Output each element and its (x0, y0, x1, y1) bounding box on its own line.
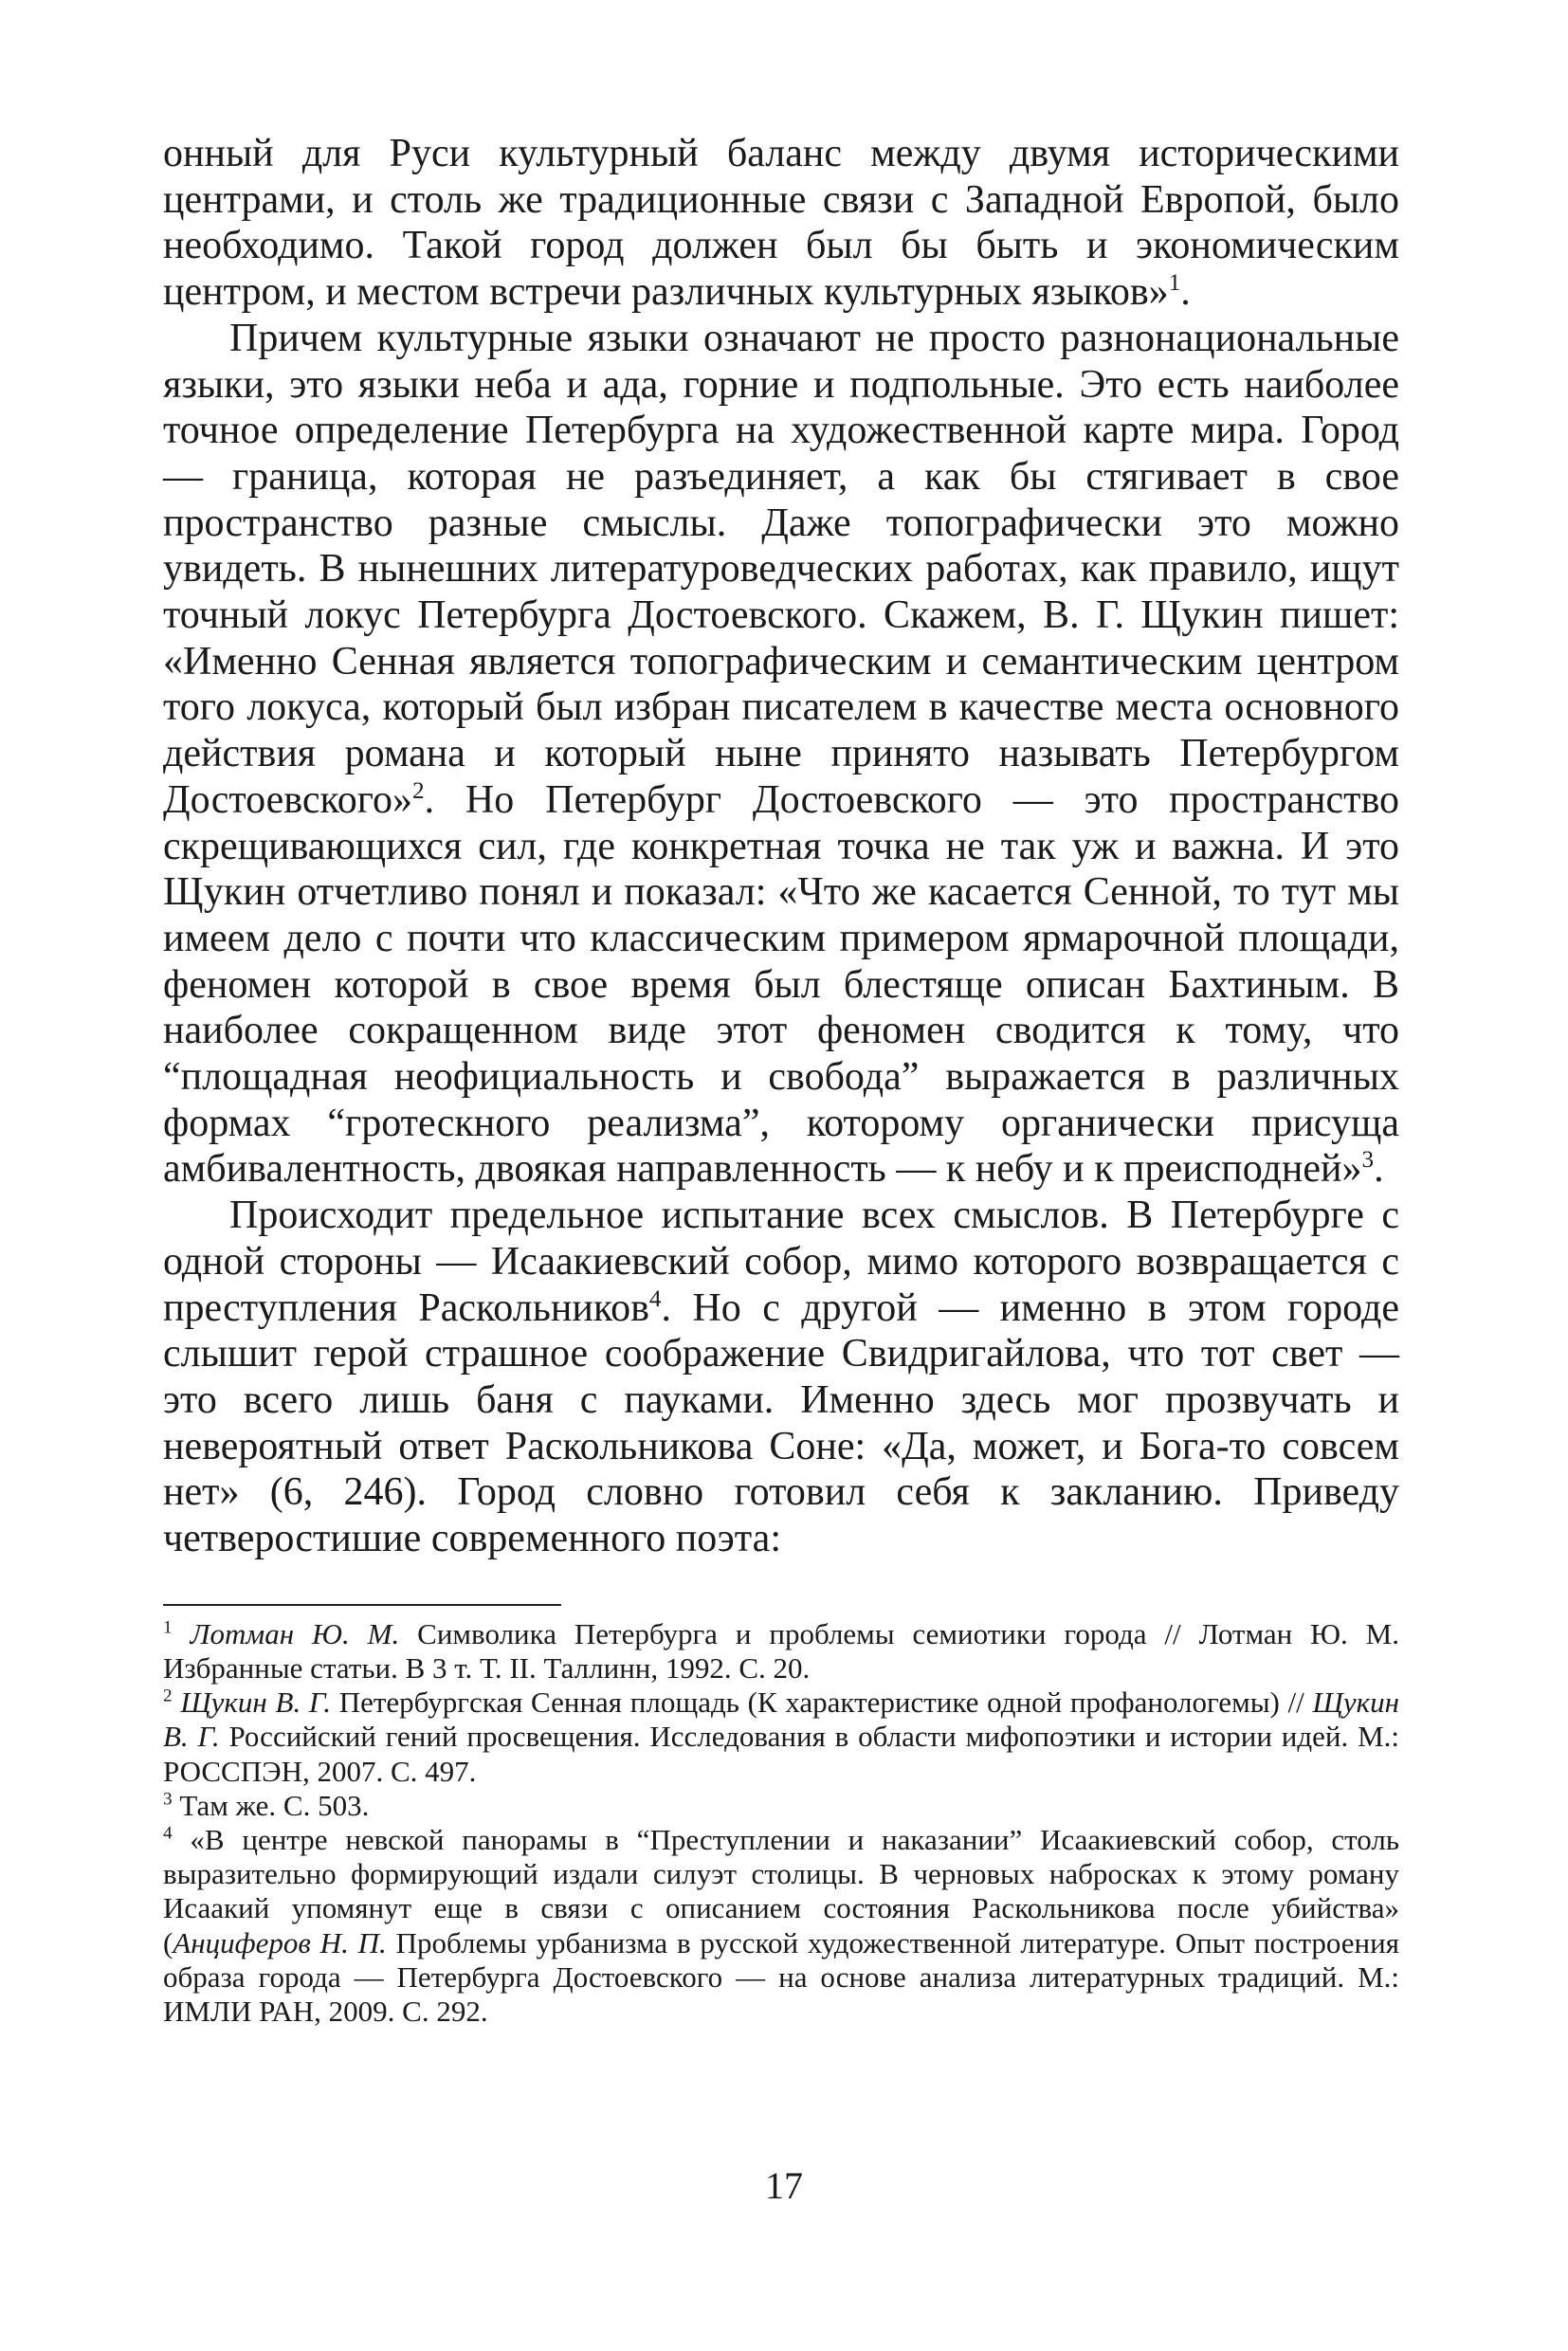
footnote-text: Там же. С. 503. (172, 1788, 370, 1822)
footnotes (163, 1617, 1399, 2029)
footnote-text: «В центре невской панорамы в “Преступлении и наказании” Исаакиевский собор, столь выразительно формирующий издали силуэт столицы. В черновых набросках к этому роману Исаакий упомянут еще в связи с описанием состояния Раскольникова после убийства» ( (163, 1823, 1399, 1959)
paragraph-text: Происходит предельное испытание всех смыслов. В Петербурге с одной стороны — Исаакиевский собор, мимо которого возвращается с преступления Раскольников (163, 1194, 1399, 1330)
footnote-author: Щукин В. Г. (180, 1686, 331, 1720)
footnote-1 (163, 1617, 1399, 1686)
footnote-author: Щукин В. Г. (163, 1686, 1399, 1754)
paragraph-tail: . (1374, 1147, 1384, 1192)
footnote-divider (163, 1604, 561, 1606)
footnote-4 (163, 1823, 1399, 2029)
paragraph-text: онный для Руси культурный баланс между двумя историческими центрами, и столь же традиционные связи с Западной Европой, было необходимо. Такой город должен был бы быть и экономическим центром, и местом встречи различных культурных языков» (163, 132, 1399, 315)
footnote-text: Петербургская Сенная площадь (К характеристике одной профанологемы) // (330, 1686, 1313, 1720)
page-content (163, 131, 1399, 2029)
footnote-number: 1 (163, 1617, 173, 1638)
paragraph-tail: . Но с другой — именно в этом городе слышит герой страшное соображение Свидригайлова, что тот свет — это всего лишь баня с пауками. Именно здесь мог прозвучать и невероятный ответ Раскольникова Соне: «Да, может, и Бога-то совсем нет» (6, 246). Город словно готовил себя к закланию. Приведу четверостишие современного поэта: (163, 1285, 1399, 1561)
footnote-ref-2: 2 (411, 777, 425, 804)
footnote-text: Российский гений просвещения. Исследования в области мифопоэтики и истории идей. М.: РОССПЭН, 2007. С. 497. (163, 1720, 1399, 1788)
footnote-ref-3: 3 (1361, 1147, 1375, 1174)
paragraph-text: Причем культурные языки означают не просто разнонациональные языки, это языки неба и ада, горние и подпольные. Это есть наиболее точное определение Петербурга на художественной карте мира. Город — граница, которая не разъединяет, а как бы стягивает в свое пространство разные смыслы. Даже топографически это можно увидеть. В нынешних литературоведческих работах, как правило, ищут точный локус Петербурга Достоевского. Скажем, В. Г. Щукин пишет: «Именно Сенная является топографическим и семантическим центром того локуса, который был избран писателем в качестве места основного действия романа и который ныне принято называть Петербургом Достоевского» (163, 316, 1399, 822)
footnote-number: 4 (163, 1823, 173, 1844)
footnote-ref-1: 1 (1168, 270, 1181, 297)
paragraph-tail: . (1180, 270, 1191, 315)
footnote-text: Символика Петербурга и проблемы семиотики города // Лотман Ю. М. Избранные статьи. В 3 т. Т. II. Таллинн, 1992. С. 20. (163, 1616, 1399, 1685)
paragraph-tail: . Но Петербург Достоевского — это пространство скрещивающихся сил, где конкретная точка не так уж и важна. И это Щукин отчетливо понял и показал: «Что же касается Сенной, то тут мы имеем дело с почти что классическим примером ярмарочной площади, феномен которой в свое время был блестяще описан Бахтиным. В наиболее сокращенном виде этот феномен сводится к тому, что “площадная неофициальность и свобода” выражается в различных формах “гротескного реализма”, которому органически присуща амбивалентность, двоякая направленность — к небу и к преисподней» (163, 777, 1399, 1192)
footnote-author: Лотман Ю. М. (190, 1616, 400, 1650)
footnote-number: 2 (163, 1686, 173, 1706)
paragraph-1 (163, 131, 1399, 316)
paragraph-2 (163, 316, 1399, 1193)
footnote-number: 3 (163, 1789, 173, 1810)
footnote-ref-4: 4 (648, 1285, 662, 1312)
footnote-2 (163, 1686, 1399, 1789)
footnote-author: Анциферов Н. П. (173, 1925, 387, 1959)
body-text (163, 131, 1399, 1562)
footnote-text: Проблемы урбанизма в русской художественной литературе. Опыт построения образа города — Петербурга Достоевского — на основе анализа литературных традиций. М.: ИМЛИ РАН, 2009. С. 292. (163, 1925, 1399, 2029)
paragraph-3 (163, 1193, 1399, 1562)
page-number: 17 (765, 2164, 803, 2207)
footnote-3 (163, 1789, 1399, 1823)
